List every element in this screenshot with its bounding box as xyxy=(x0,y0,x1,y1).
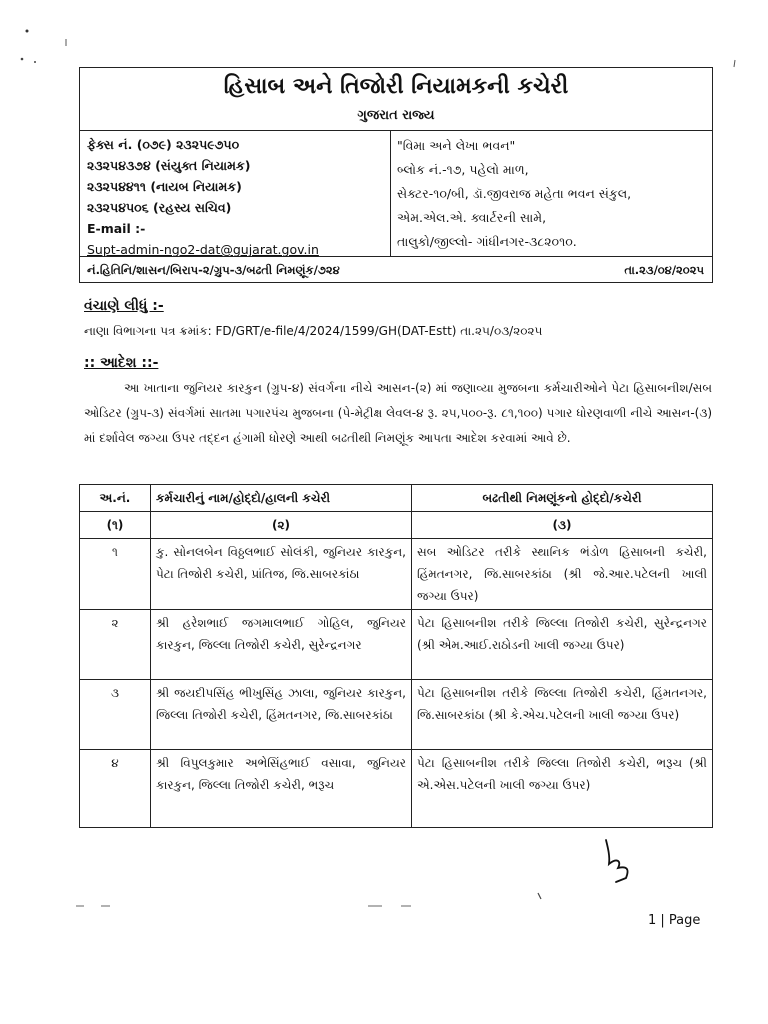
office-address xyxy=(397,134,709,254)
row-posting: પેટા હિસાબનીશ તરીકે જિલ્લા તિજોરી કચેરી, સુરેન્દ્રનગર (શ્રી એમ.આઈ.રાઠોડની ખાલી જગ્યા ઉપર) xyxy=(412,610,713,680)
column-number-row xyxy=(80,512,713,539)
email-address[interactable]: Supt-admin-ngo2-dat@gujarat.gov.in xyxy=(87,242,319,257)
read-heading: વંચાણે લીધું :- xyxy=(84,298,164,314)
page-number: 1 | Page xyxy=(648,913,701,928)
row-posting: સબ ઓડિટર તરીકે સ્થાનિક ભંડોળ હિસાબની કચેરી, હિંમતનગર, જિ.સાબરકાંઠા (શ્રી જે.આર.પટેલની ખાલી જગ્યા ઉપર) xyxy=(412,539,713,610)
address-line-1: બ્લોક નં.-૧૭, પહેલો માળ, xyxy=(397,162,529,177)
table-row xyxy=(80,610,713,680)
row-serial: ૪ xyxy=(80,750,151,828)
row-employee: કુ. સોનલબેન વિઠ્ઠલભાઈ સોલંકી, જુનિયર કારકુન, પેટા તિજોરી કચેરી, પ્રાંતિજ, જિ.સાબરકાંઠા xyxy=(151,539,412,610)
reference-number: નં.હિતિનિ/શાસન/બિરાપ-૨/ગ્રુપ-૩/બઢતી નિમણૂંક/૭૨૪ xyxy=(87,263,340,277)
fax-number: ફેક્સ નં. (૦૭૯) ૨૩૨૫૯૭૫૦ xyxy=(87,137,240,152)
table-row xyxy=(80,539,713,610)
row-serial: ૨ xyxy=(80,610,151,680)
order-paragraph: આ ખાતાના જુનિયર કારકુન (ગ્રુપ-૪) સંવર્ગના નીચે આસન-(૨) માં જણાવ્યા મુજબના કર્મચારીઓને પેટા હિસાબનીશ/સબ ઓડિટર (ગ્રુપ-૩) સંવર્ગમાં સાતમા પગારપંચ મુજબના (પે-મેટ્રીક્ષ લેવલ-૪ રૂ. ૨૫,૫૦૦-રૂ. ૮૧,૧૦૦) પગાર ધોરણવાળી નીચે આસન-(૩) માં દર્શાવેલ જગ્યા ઉપર તદ્દન હંગામી ધોરણે આથી બઢતીથી નિમણૂંક આપતા આદેશ કરવામાં આવે છે. xyxy=(84,381,712,445)
address-line-3: એમ.એલ.એ. ક્વાર્ટરની સામે, xyxy=(397,210,547,225)
order-heading: :: આદેશ ::- xyxy=(84,355,159,371)
phone-secretary: ૨૩૨૫૪૫૦૬ (રહસ્ય સચિવ) xyxy=(87,200,232,215)
row-posting: પેટા હિસાબનીશ તરીકે જિલ્લા તિજોરી કચેરી, ભરૂચ (શ્રી એ.એસ.પટેલની ખાલી જગ્યા ઉપર) xyxy=(412,750,713,828)
col-number: (૧) xyxy=(80,512,151,539)
building-name: "વિમા અને લેખા ભવન" xyxy=(397,138,516,153)
table-row xyxy=(80,750,713,828)
promotion-table xyxy=(79,484,713,828)
row-serial: ૩ xyxy=(80,680,151,750)
row-employee: શ્રી હરેશભાઈ જગમાલભાઈ ગોહિલ, જુનિયર કારકુન, જિલ્લા તિજોરી કચેરી, સુરેન્દ્રનગર xyxy=(151,610,412,680)
order-date: તા.૨૩/૦૪/૨૦૨૫ xyxy=(624,263,704,277)
read-reference: નાણા વિભાગના પત્ર ક્રમાંક: FD/GRT/e-file/4/2024/1599/GH(DAT-Estt) તા.૨૫/૦૩/૨૦૨૫ xyxy=(84,324,543,338)
col-header-serial: અ.નં. xyxy=(80,485,151,512)
address-line-2: સેક્ટર-૧૦/બી, ડૉ.જીવરાજ મહેતા ભવન સંકુલ, xyxy=(397,186,632,201)
col-header-posting: બઢતીથી નિમણૂંકનો હોદ્દો/કચેરી xyxy=(412,485,713,512)
row-employee: શ્રી જયદીપસિંહ ભીખુસિંહ ઝાલા, જુનિયર કારકુન, જિલ્લા તિજોરી કચેરી, હિંમતનગર, જિ.સાબરકાંઠા xyxy=(151,680,412,750)
row-serial: ૧ xyxy=(80,539,151,610)
office-title: હિસાબ અને તિજોરી નિયામકની કચેરી xyxy=(223,74,569,99)
state-name: ગુજરાત રાજ્ય xyxy=(357,108,435,123)
signature-mark xyxy=(596,838,636,886)
table-row xyxy=(80,680,713,750)
col-header-employee: કર્મચારીનું નામ/હોદ્દો/હાલની કચેરી xyxy=(151,485,412,512)
row-employee: શ્રી વિપુલકુમાર અભેસિંહભાઈ વસાવા, જુનિયર કારકુન, જિલ્લા તિજોરી કચેરી, ભરૂચ xyxy=(151,750,412,828)
contact-numbers xyxy=(87,134,387,260)
col-number: (૩) xyxy=(412,512,713,539)
header-divider-vertical xyxy=(390,130,391,256)
row-posting: પેટા હિસાબનીશ તરીકે જિલ્લા તિજોરી કચેરી, હિંમતનગર, જિ.સાબરકાંઠા (શ્રી કે.એચ.પટેલની ખાલી જગ્યા ઉપર) xyxy=(412,680,713,750)
letterhead-box xyxy=(79,67,713,283)
phone-deputy-director: ૨૩૨૫૪૪૧૧ (નાયબ નિયામક) xyxy=(87,179,242,194)
table-header-row xyxy=(80,485,713,512)
address-line-4: તાલુકો/જીલ્લો- ગાંધીનગર-૩૮૨૦૧૦. xyxy=(397,234,577,249)
header-divider-top xyxy=(80,130,712,131)
phone-joint-director: ૨૩૨૫૪૩૭૪ (સંયુક્ત નિયામક) xyxy=(87,158,251,173)
email-label: E-mail :- xyxy=(87,221,146,236)
col-number: (૨) xyxy=(151,512,412,539)
